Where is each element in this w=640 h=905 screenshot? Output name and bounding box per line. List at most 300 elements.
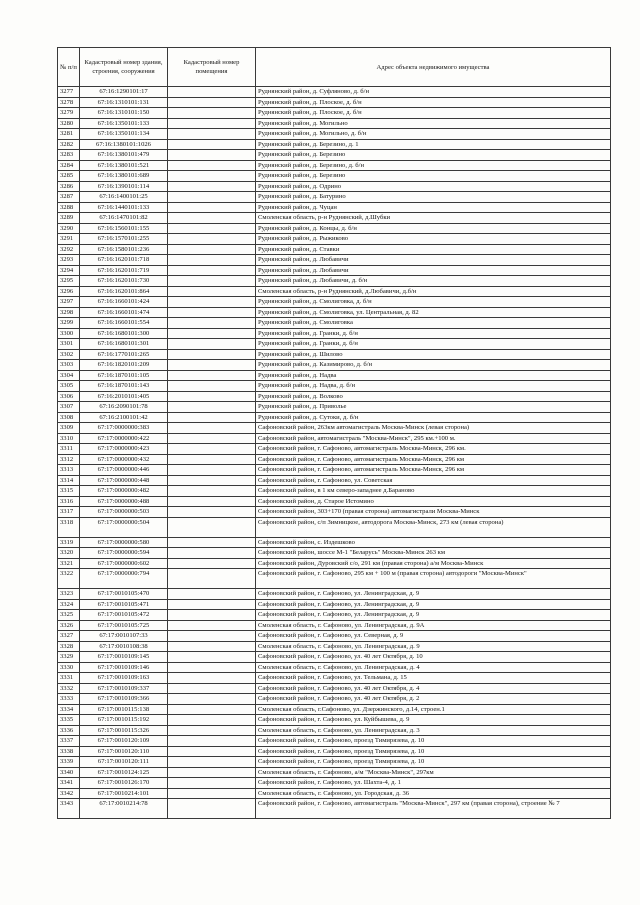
address-cell: Руднянский район, д. Березино [256, 150, 611, 161]
cadastral-building-cell: 67:16:1680101:300 [80, 328, 168, 339]
address-cell: Руднянский район, д. Смолиговка, д. б/н [256, 297, 611, 308]
row-number: 3343 [58, 799, 80, 819]
cadastral-building-cell: 67:16:1620101:864 [80, 286, 168, 297]
cadastral-building-cell: 67:17:0010105:725 [80, 620, 168, 631]
address-cell: Сафоновский район, г. Сафоново, ул. Шахта-4, д. 1 [256, 778, 611, 789]
cadastral-premises-cell [168, 507, 256, 518]
table-row [58, 381, 611, 392]
cadastral-premises-cell [168, 234, 256, 245]
cadastral-premises-cell [168, 444, 256, 455]
cadastral-premises-cell [168, 265, 256, 276]
cadastral-premises-cell [168, 537, 256, 548]
table-row [58, 265, 611, 276]
table-row [58, 767, 611, 778]
table-row [58, 757, 611, 768]
cadastral-premises-cell [168, 360, 256, 371]
cadastral-premises-cell [168, 339, 256, 350]
cadastral-premises-cell [168, 213, 256, 224]
address-cell: Сафоновский район, г. Сафоново, ул. 40 лет Октября, д. 10 [256, 652, 611, 663]
cadastral-building-cell: 67:17:0010115:192 [80, 715, 168, 726]
cadastral-premises-cell [168, 757, 256, 768]
cadastral-building-cell: 67:16:1820101:209 [80, 360, 168, 371]
cadastral-building-cell: 67:16:1680101:301 [80, 339, 168, 350]
row-number: 3292 [58, 244, 80, 255]
address-cell: Руднянский район, д. Ставки [256, 244, 611, 255]
address-cell: Сафоновский район, г. Сафоново, автомагистраль "Москва-Минск", 297 км (правая сторона), строение № 7 [256, 799, 611, 819]
address-cell: Сафоновский район, г. Сафоново, ул. Ленинградская, д. 9 [256, 599, 611, 610]
address-cell: Руднянский район, д. Волково [256, 391, 611, 402]
cadastral-building-cell: 67:16:1380101:1026 [80, 139, 168, 150]
table-row [58, 694, 611, 705]
table-row [58, 297, 611, 308]
cadastral-building-cell: 67:17:0000000:594 [80, 548, 168, 559]
table-row [58, 286, 611, 297]
table-row [58, 652, 611, 663]
address-cell: Сафоновский район, г. Сафоново, автомагистраль Москва-Минск, 296 км [256, 465, 611, 476]
table-row [58, 610, 611, 621]
address-cell: Сафоновский район, г. Сафоново, проезд Тимирязева, д. 10 [256, 736, 611, 747]
cadastral-premises-cell [168, 778, 256, 789]
header-num: № п/п [58, 48, 80, 87]
cadastral-premises-cell [168, 160, 256, 171]
table-row [58, 548, 611, 559]
cadastral-premises-cell [168, 589, 256, 600]
cadastral-premises-cell [168, 370, 256, 381]
cadastral-premises-cell [168, 454, 256, 465]
cadastral-premises-cell [168, 558, 256, 569]
cadastral-premises-cell [168, 736, 256, 747]
table-row [58, 599, 611, 610]
cadastral-building-cell: 67:16:1870101:143 [80, 381, 168, 392]
row-number: 3329 [58, 652, 80, 663]
row-number: 3277 [58, 87, 80, 98]
row-number: 3339 [58, 757, 80, 768]
row-number: 3337 [58, 736, 80, 747]
cadastral-premises-cell [168, 276, 256, 287]
table-row [58, 307, 611, 318]
cadastral-building-cell: 67:17:0010124:125 [80, 767, 168, 778]
address-cell: Руднянский район, д. Березино [256, 171, 611, 182]
address-cell: Руднянский район, д. Суфляново, д. б/н [256, 87, 611, 98]
address-cell: Сафоновский район, в 1 км северо-западнее д.Бараново [256, 486, 611, 497]
cadastral-premises-cell [168, 97, 256, 108]
cadastral-building-cell: 67:17:0000000:794 [80, 569, 168, 589]
cadastral-building-cell: 67:17:0010105:470 [80, 589, 168, 600]
table-row [58, 736, 611, 747]
table-row [58, 360, 611, 371]
row-number: 3278 [58, 97, 80, 108]
table-row [58, 496, 611, 507]
cadastral-building-cell: 67:16:1570101:255 [80, 234, 168, 245]
cadastral-building-cell: 67:17:0000000:580 [80, 537, 168, 548]
address-cell: Сафоновский район, автомагистраль "Москва-Минск", 295 км.+100 м. [256, 433, 611, 444]
cadastral-premises-cell [168, 307, 256, 318]
table-row [58, 129, 611, 140]
row-number: 3301 [58, 339, 80, 350]
address-cell: Сафоновский район, г. Сафоново, ул. Советская [256, 475, 611, 486]
cadastral-premises-cell [168, 223, 256, 234]
table-row [58, 328, 611, 339]
address-cell: Смоленская область, г. Сафоново, а/м "Москва-Минск", 297км [256, 767, 611, 778]
cadastral-building-cell: 67:16:1380101:479 [80, 150, 168, 161]
cadastral-building-cell: 67:16:2090101:78 [80, 402, 168, 413]
cadastral-building-cell: 67:17:0000000:423 [80, 444, 168, 455]
address-cell: Руднянский район, д. Березино, д. б/н [256, 160, 611, 171]
row-number: 3327 [58, 631, 80, 642]
cadastral-premises-cell [168, 328, 256, 339]
row-number: 3298 [58, 307, 80, 318]
address-cell: Руднянский район, д. Казимирово, д. б/н [256, 360, 611, 371]
row-number: 3314 [58, 475, 80, 486]
cadastral-premises-cell [168, 433, 256, 444]
row-number: 3300 [58, 328, 80, 339]
cadastral-building-cell: 67:16:1770101:265 [80, 349, 168, 360]
cadastral-premises-cell [168, 391, 256, 402]
row-number: 3334 [58, 704, 80, 715]
row-number: 3321 [58, 558, 80, 569]
cadastral-premises-cell [168, 641, 256, 652]
cadastral-premises-cell [168, 725, 256, 736]
row-number: 3305 [58, 381, 80, 392]
table-row [58, 589, 611, 600]
row-number: 3290 [58, 223, 80, 234]
table-row [58, 202, 611, 213]
row-number: 3342 [58, 788, 80, 799]
row-number: 3293 [58, 255, 80, 266]
cadastral-building-cell: 67:17:0000000:488 [80, 496, 168, 507]
address-cell: Сафоновский район, д. Старое Истомино [256, 496, 611, 507]
table-row [58, 641, 611, 652]
cadastral-building-cell: 67:16:1400101:25 [80, 192, 168, 203]
cadastral-building-cell: 67:17:0010115:326 [80, 725, 168, 736]
cadastral-building-cell: 67:16:1620101:730 [80, 276, 168, 287]
table-row [58, 799, 611, 819]
row-number: 3294 [58, 265, 80, 276]
table-row [58, 349, 611, 360]
table-row [58, 662, 611, 673]
table-header-row [58, 48, 611, 87]
table-row [58, 244, 611, 255]
row-number: 3338 [58, 746, 80, 757]
cadastral-premises-cell [168, 349, 256, 360]
row-number: 3331 [58, 673, 80, 684]
table-row [58, 725, 611, 736]
table-body [58, 87, 611, 819]
cadastral-building-cell: 67:17:0000000:448 [80, 475, 168, 486]
table-row [58, 192, 611, 203]
cadastral-building-cell: 67:16:1440101:133 [80, 202, 168, 213]
cadastral-building-cell: 67:17:0000000:422 [80, 433, 168, 444]
table-row [58, 569, 611, 589]
header-cadastral-premises: Кадастровый номер помещения [168, 48, 256, 87]
cadastral-premises-cell [168, 631, 256, 642]
table-row [58, 475, 611, 486]
address-cell: Смоленская область, г. Сафоново, ул. Ленинградская, д. 9 [256, 641, 611, 652]
cadastral-premises-cell [168, 402, 256, 413]
address-cell: Смоленская область, р-н Руднянский, д.Шубки [256, 213, 611, 224]
row-number: 3288 [58, 202, 80, 213]
cadastral-building-cell: 67:16:1310101:150 [80, 108, 168, 119]
cadastral-premises-cell [168, 150, 256, 161]
row-number: 3310 [58, 433, 80, 444]
cadastral-premises-cell [168, 694, 256, 705]
table-row [58, 683, 611, 694]
cadastral-building-cell: 67:16:1620101:718 [80, 255, 168, 266]
address-cell: Сафоновский район, г. Сафоново, ул. 40 лет Октября, д. 2 [256, 694, 611, 705]
cadastral-premises-cell [168, 192, 256, 203]
cadastral-premises-cell [168, 108, 256, 119]
cadastral-building-cell: 67:16:2010101:405 [80, 391, 168, 402]
address-cell: Смоленская область, г. Сафоново, ул. Ленинградская, д. 9А [256, 620, 611, 631]
row-number: 3315 [58, 486, 80, 497]
address-cell: Сафоновский район, с/п Зимницкое, автодорога Москва-Минск, 273 км (левая сторона) [256, 517, 611, 537]
cadastral-building-cell: 67:16:1580101:236 [80, 244, 168, 255]
address-cell: Руднянский район, д. Надва, д. б/н [256, 381, 611, 392]
address-cell: Сафоновский район, г. Сафоново, автомагистраль Москва-Минск, 296 км [256, 454, 611, 465]
cadastral-building-cell: 67:17:0000000:602 [80, 558, 168, 569]
table-row [58, 631, 611, 642]
table-row [58, 433, 611, 444]
table-row [58, 402, 611, 413]
cadastral-building-cell: 67:17:0010109:146 [80, 662, 168, 673]
address-cell: Смоленская область, г.Сафоново, ул. Дзержинского, д.14, строен.1 [256, 704, 611, 715]
cadastral-building-cell: 67:16:1660101:554 [80, 318, 168, 329]
row-number: 3302 [58, 349, 80, 360]
cadastral-building-cell: 67:16:1390101:114 [80, 181, 168, 192]
cadastral-building-cell: 67:16:1350101:133 [80, 118, 168, 129]
property-register-table [57, 47, 611, 819]
row-number: 3297 [58, 297, 80, 308]
cadastral-building-cell: 67:17:0010109:145 [80, 652, 168, 663]
cadastral-premises-cell [168, 746, 256, 757]
cadastral-premises-cell [168, 486, 256, 497]
row-number: 3326 [58, 620, 80, 631]
row-number: 3316 [58, 496, 80, 507]
table-row [58, 223, 611, 234]
cadastral-premises-cell [168, 87, 256, 98]
row-number: 3283 [58, 150, 80, 161]
cadastral-building-cell: 67:16:1310101:131 [80, 97, 168, 108]
row-number: 3282 [58, 139, 80, 150]
table-row [58, 318, 611, 329]
address-cell: Руднянский район, д. Шилово [256, 349, 611, 360]
cadastral-premises-cell [168, 799, 256, 819]
address-cell: Руднянский район, д. Плоское, д. б/н [256, 108, 611, 119]
table-row [58, 339, 611, 350]
table-row [58, 181, 611, 192]
cadastral-premises-cell [168, 118, 256, 129]
table-row [58, 118, 611, 129]
address-cell: Сафоновский район, г. Сафоново, проезд Тимирязева, д. 10 [256, 746, 611, 757]
address-cell: Сафоновский район, с. Издешково [256, 537, 611, 548]
cadastral-premises-cell [168, 569, 256, 589]
cadastral-building-cell: 67:16:1660101:474 [80, 307, 168, 318]
cadastral-building-cell: 67:17:0010109:337 [80, 683, 168, 694]
address-cell: Смоленская область, г. Сафоново, ул. Городская, д. 36 [256, 788, 611, 799]
cadastral-premises-cell [168, 496, 256, 507]
table-row [58, 160, 611, 171]
table-row [58, 444, 611, 455]
cadastral-building-cell: 67:17:0000000:432 [80, 454, 168, 465]
table-row [58, 620, 611, 631]
address-cell: Руднянский район, д. Могильно, д. б/н [256, 129, 611, 140]
row-number: 3306 [58, 391, 80, 402]
cadastral-premises-cell [168, 788, 256, 799]
cadastral-premises-cell [168, 255, 256, 266]
cadastral-building-cell: 67:16:1870101:105 [80, 370, 168, 381]
cadastral-premises-cell [168, 423, 256, 434]
cadastral-building-cell: 67:16:1560101:155 [80, 223, 168, 234]
address-cell: Сафоновский район, г. Сафоново, ул. Северная, д. 9 [256, 631, 611, 642]
address-cell: Руднянский район, д. Батурино [256, 192, 611, 203]
row-number: 3313 [58, 465, 80, 476]
address-cell: Сафоновский район, г. Сафоново, ул. 40 лет Октября, д. 4 [256, 683, 611, 694]
address-cell: Сафоновский район, Дуровский с/о, 291 км (правая сторона) а/м Москва-Минск [256, 558, 611, 569]
address-cell: Сафоновский район, г. Сафоново, ул. Ленинградская, д. 9 [256, 610, 611, 621]
cadastral-building-cell: 67:17:0000000:383 [80, 423, 168, 434]
row-number: 3322 [58, 569, 80, 589]
cadastral-premises-cell [168, 171, 256, 182]
table-row [58, 673, 611, 684]
cadastral-building-cell: 67:17:0010120:110 [80, 746, 168, 757]
address-cell: Руднянский район, д. Сутоки, д. б/н [256, 412, 611, 423]
address-cell: Руднянский район, д. Чуцан [256, 202, 611, 213]
cadastral-premises-cell [168, 297, 256, 308]
row-number: 3330 [58, 662, 80, 673]
cadastral-premises-cell [168, 139, 256, 150]
row-number: 3341 [58, 778, 80, 789]
cadastral-building-cell: 67:17:0010105:471 [80, 599, 168, 610]
table-row [58, 255, 611, 266]
cadastral-building-cell: 67:17:0010120:109 [80, 736, 168, 747]
cadastral-premises-cell [168, 318, 256, 329]
cadastral-premises-cell [168, 286, 256, 297]
cadastral-building-cell: 67:16:1350101:134 [80, 129, 168, 140]
address-cell: Руднянский район, д. Рыжиково [256, 234, 611, 245]
row-number: 3333 [58, 694, 80, 705]
cadastral-building-cell: 67:16:1380101:521 [80, 160, 168, 171]
cadastral-premises-cell [168, 599, 256, 610]
row-number: 3320 [58, 548, 80, 559]
cadastral-building-cell: 67:17:0010126:170 [80, 778, 168, 789]
address-cell: Руднянский район, д. Могильно [256, 118, 611, 129]
address-cell: Сафоновский район, г. Сафоново, проезд Тимирязева, д. 10 [256, 757, 611, 768]
address-cell: Руднянский район, д. Надва [256, 370, 611, 381]
cadastral-premises-cell [168, 652, 256, 663]
cadastral-premises-cell [168, 475, 256, 486]
table-row [58, 97, 611, 108]
table-row [58, 370, 611, 381]
row-number: 3336 [58, 725, 80, 736]
row-number: 3279 [58, 108, 80, 119]
table-row [58, 87, 611, 98]
cadastral-premises-cell [168, 202, 256, 213]
address-cell: Руднянский район, д. Березино, д. 1 [256, 139, 611, 150]
address-cell: Руднянский район, д. Смолиговка [256, 318, 611, 329]
table-row [58, 517, 611, 537]
cadastral-premises-cell [168, 381, 256, 392]
table-row [58, 108, 611, 119]
cadastral-premises-cell [168, 465, 256, 476]
cadastral-building-cell: 67:17:0010115:138 [80, 704, 168, 715]
cadastral-building-cell: 67:17:0000000:504 [80, 517, 168, 537]
cadastral-building-cell: 67:17:0010107:33 [80, 631, 168, 642]
cadastral-building-cell: 67:17:0010109:366 [80, 694, 168, 705]
cadastral-building-cell: 67:17:0000000:446 [80, 465, 168, 476]
table-row [58, 704, 611, 715]
address-cell: Руднянский район, д. Любавичи, д. б/н [256, 276, 611, 287]
address-cell: Руднянский район, д. Приволье [256, 402, 611, 413]
cadastral-premises-cell [168, 610, 256, 621]
cadastral-building-cell: 67:17:0010214:78 [80, 799, 168, 819]
table-row [58, 412, 611, 423]
row-number: 3295 [58, 276, 80, 287]
table-row [58, 171, 611, 182]
table-row [58, 150, 611, 161]
address-cell: Руднянский район, д. Любавичи [256, 265, 611, 276]
cadastral-premises-cell [168, 517, 256, 537]
row-number: 3311 [58, 444, 80, 455]
cadastral-premises-cell [168, 662, 256, 673]
cadastral-premises-cell [168, 181, 256, 192]
row-number: 3303 [58, 360, 80, 371]
address-cell: Руднянский район, д. Смолиговка, ул. Центральная, д. 82 [256, 307, 611, 318]
row-number: 3318 [58, 517, 80, 537]
cadastral-building-cell: 67:17:0010120:111 [80, 757, 168, 768]
table-row [58, 454, 611, 465]
row-number: 3325 [58, 610, 80, 621]
table-row [58, 391, 611, 402]
cadastral-building-cell: 67:17:0000000:503 [80, 507, 168, 518]
cadastral-building-cell: 67:16:1470101:82 [80, 213, 168, 224]
table-row [58, 423, 611, 434]
address-cell: Руднянский район, д. Одрино [256, 181, 611, 192]
row-number: 3281 [58, 129, 80, 140]
cadastral-premises-cell [168, 620, 256, 631]
row-number: 3299 [58, 318, 80, 329]
row-number: 3280 [58, 118, 80, 129]
cadastral-premises-cell [168, 704, 256, 715]
table-row [58, 715, 611, 726]
table-row [58, 276, 611, 287]
row-number: 3317 [58, 507, 80, 518]
cadastral-premises-cell [168, 767, 256, 778]
address-cell: Смоленская область, г. Сафоново, ул. Ленинградская, д. 3 [256, 725, 611, 736]
address-cell: Сафоновский район, г. Сафоново, ул. Куйбышева, д. 9 [256, 715, 611, 726]
cadastral-premises-cell [168, 548, 256, 559]
row-number: 3312 [58, 454, 80, 465]
cadastral-premises-cell [168, 683, 256, 694]
row-number: 3308 [58, 412, 80, 423]
cadastral-building-cell: 67:17:0010109:163 [80, 673, 168, 684]
cadastral-building-cell: 67:16:1290101:17 [80, 87, 168, 98]
address-cell: Руднянский район, д. Гранки, д. б/н [256, 328, 611, 339]
table-row [58, 778, 611, 789]
address-cell: Сафоновский район, шоссе М-1 "Беларусь" Москва-Минск 263 км [256, 548, 611, 559]
table-row [58, 465, 611, 476]
cadastral-premises-cell [168, 412, 256, 423]
table-row [58, 486, 611, 497]
cadastral-building-cell: 67:17:0010108:38 [80, 641, 168, 652]
cadastral-premises-cell [168, 673, 256, 684]
table-row [58, 234, 611, 245]
row-number: 3291 [58, 234, 80, 245]
cadastral-building-cell: 67:16:1380101:689 [80, 171, 168, 182]
row-number: 3296 [58, 286, 80, 297]
row-number: 3328 [58, 641, 80, 652]
row-number: 3307 [58, 402, 80, 413]
row-number: 3323 [58, 589, 80, 600]
